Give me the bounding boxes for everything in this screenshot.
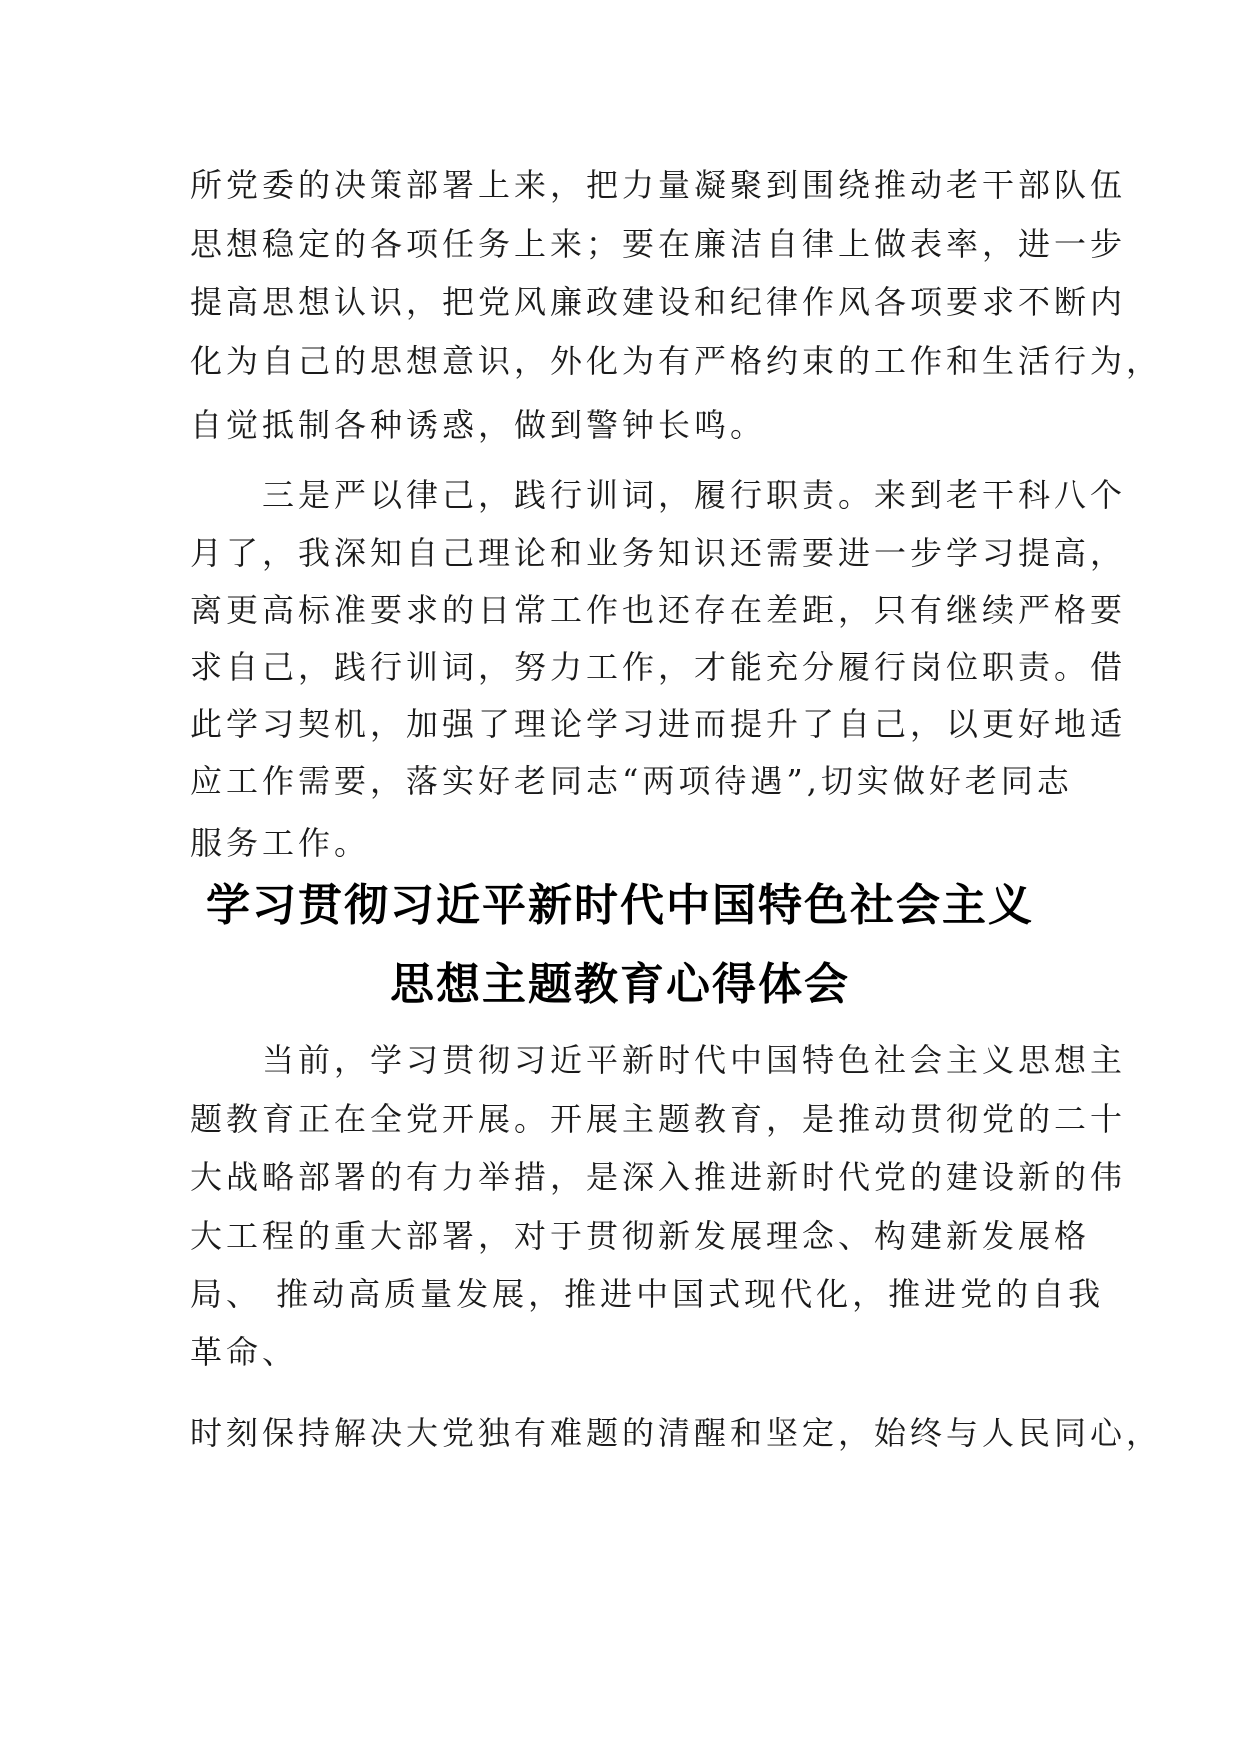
paragraph-line: 求自己，践行训词，努力工作，才能充分履行岗位职责。借 [190,648,1127,686]
paragraph-line: 化为自己的思想意识，外化为有严格约束的工作和生活行为， [190,342,1163,380]
paragraph-line: 题教育正在全党开展。开展主题教育，是推动贯彻党的二十 [190,1100,1127,1138]
paragraph-line: 大战略部署的有力举措，是深入推进新时代党的建设新的伟 [190,1158,1127,1196]
paragraph-line: 三是严以律己，践行训词，履行职责。来到老干科八个 [190,476,1127,514]
paragraph-line: 应工作需要，落实好老同志“两项待遇”,切实做好老同志 [190,762,1073,800]
paragraph-line: 此学习契机，加强了理论学习进而提升了自己，以更好地适 [190,705,1127,743]
paragraph-line: 当前，学习贯彻习近平新时代中国特色社会主义思想主 [190,1041,1127,1079]
paragraph-line: 革命、 [190,1333,299,1371]
paragraph-line: 服务工作。 [190,824,371,862]
section-title: 思想主题教育心得体会 [390,959,850,1010]
paragraph-line: 自觉抵制各种诱惑，做到警钟长鸣。 [190,406,767,444]
paragraph-line: 局、 推动高质量发展，推进中国式现代化，推进党的自我 [190,1275,1105,1313]
paragraph-line: 提高思想认识，把党风廉政建设和纪律作风各项要求不断内 [190,283,1127,321]
paragraph-line: 离更高标准要求的日常工作也还存在差距，只有继续严格要 [190,591,1127,629]
paragraph-line: 时刻保持解决大党独有难题的清醒和坚定，始终与人民同心， [190,1414,1163,1452]
paragraph-line: 所党委的决策部署上来，把力量凝聚到围绕推动老干部队伍 [190,166,1127,204]
paragraph-line: 思想稳定的各项任务上来；要在廉洁自律上做表率，进一步 [190,225,1127,263]
paragraph-line: 大工程的重大部署，对于贯彻新发展理念、构建新发展格 [190,1217,1091,1255]
paragraph-line: 月了，我深知自己理论和业务知识还需要进一步学习提高， [190,534,1127,572]
section-title: 学习贯彻习近平新时代中国特色社会主义 [206,880,1034,931]
